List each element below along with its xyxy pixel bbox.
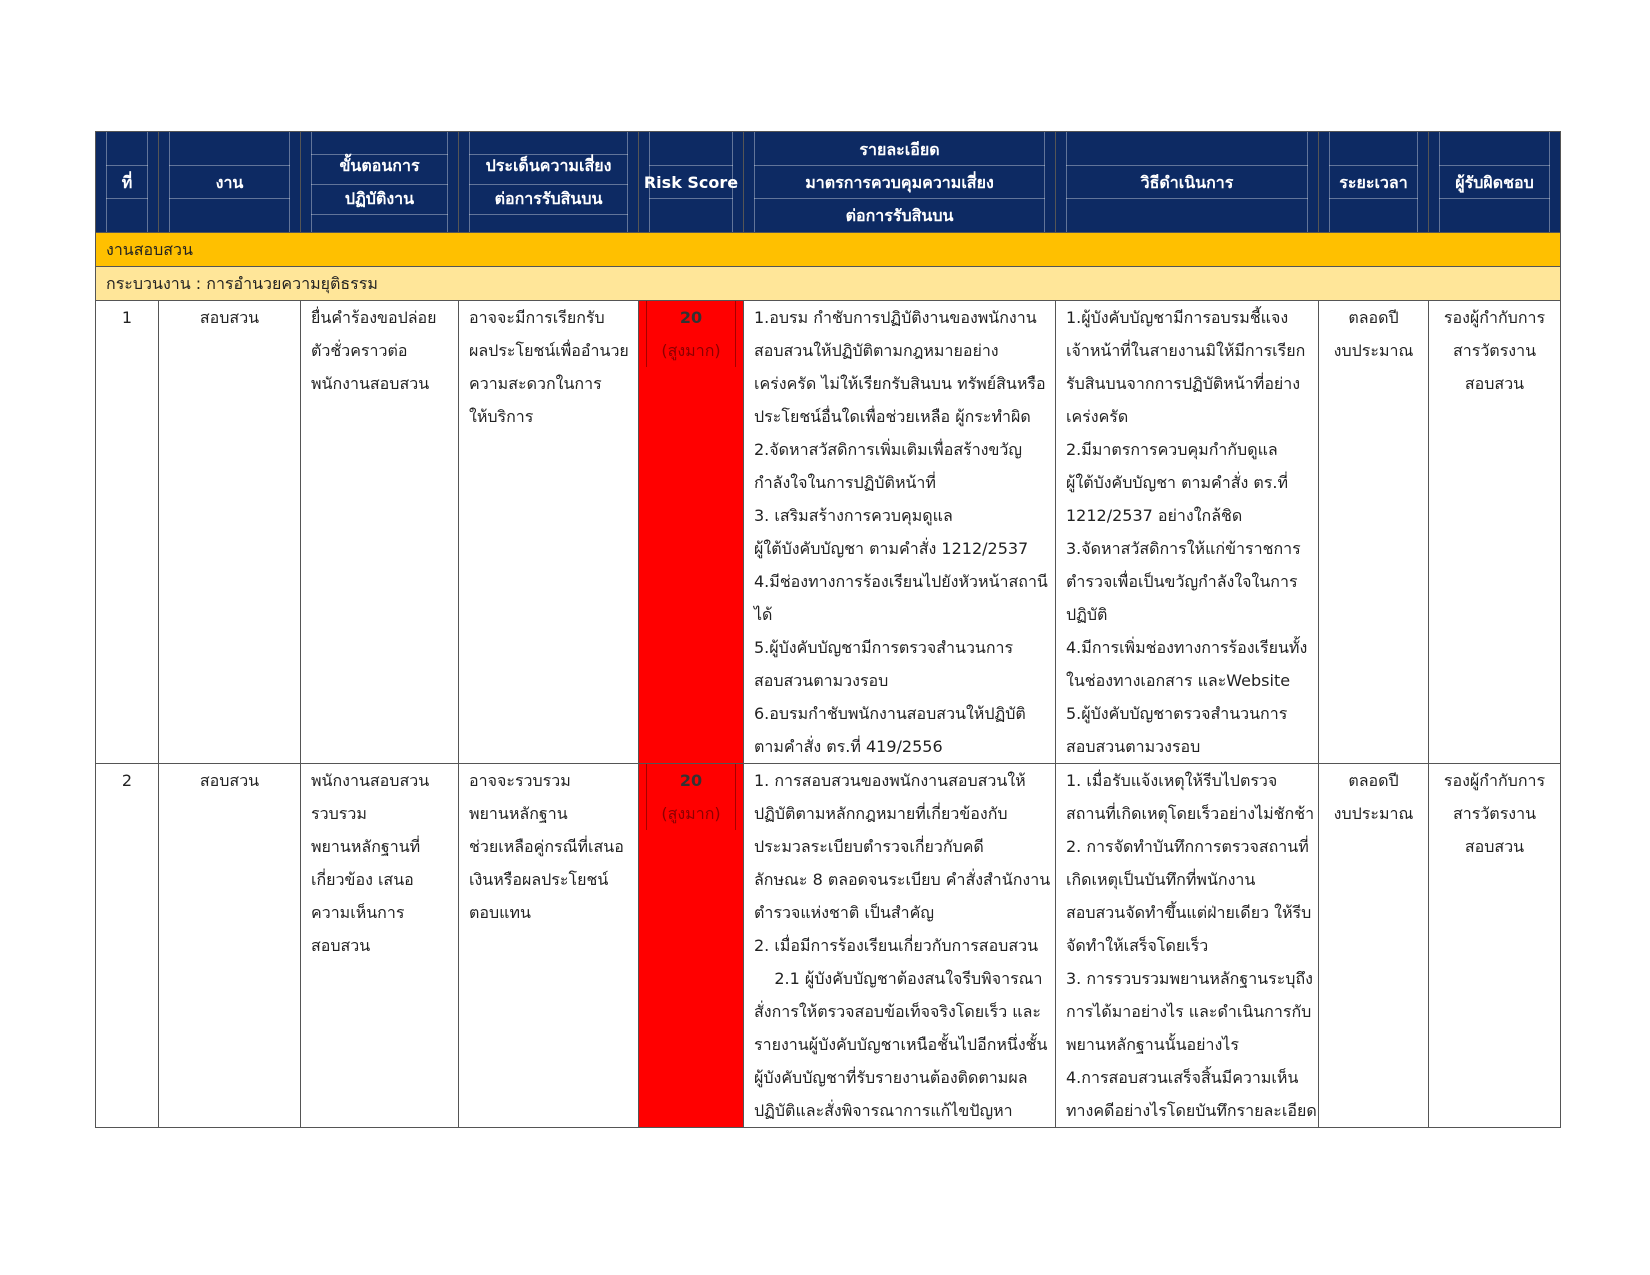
header-detail: รายละเอียด มาตรการควบคุมความเสี่ยง ต่อการรับสินบน [744,132,1056,233]
header-score: Risk Score [639,132,744,233]
row-risk: อาจจะรวบรวม พยานหลักฐาน ช่วยเหลือคู่กรณีที่เสนอ เงินหรือผลประโยชน์ ตอบแทน [459,764,639,1128]
section-title: งานสอบสวน [96,233,1561,267]
row-risk: อาจจะมีการเรียกรับ ผลประโยชน์เพื่ออำนวย ความสะดวกในการ ให้บริการ [459,301,639,764]
header-task: งาน [159,132,301,233]
row-measures: 1.อบรม กำชับการปฏิบัติงานของพนักงาน สอบสวนให้ปฏิบัติตามกฎหมายอย่าง เคร่งครัด ไม่ให้เรียกรับสินบน ทรัพย์สินหรือ ประโยชน์อื่นใดเพื่อช่วยเหลือ ผู้กระทำผิด 2.จัดหาสวัสดิการเพิ่มเติมเพื่อสร้างขวัญ กำลังใจในการปฏิบัติหน้าที่ 3. เสริมสร้างการควบคุมดูแล ผู้ใต้บังคับบัญชา ตามคำสั่ง 1212/2537 4.มีช่องทางการร้องเรียนไปยังหัวหน้าสถานี ได้ 5.ผู้บังคับบัญชามีการตรวจสำนวนการ สอบสวนตามวงรอบ 6.อบรมกำชับพนักงานสอบสวนให้ปฏิบัติ ตามคำสั่ง ตร.ที่ 419/2556 [744,301,1056,764]
header-period: ระยะเวลา [1319,132,1429,233]
row-period: ตลอดปี งบประมาณ [1319,764,1429,1128]
header-step: ขั้นตอนการ ปฏิบัติงาน [301,132,459,233]
risk-score-label: (สูงมาก) [661,341,721,360]
header-owner: ผู้รับผิดชอบ [1429,132,1561,233]
risk-score-value: 20 [679,308,703,327]
section-row [96,233,1561,267]
row-step: ยื่นคำร้องขอปล่อย ตัวชั่วคราวต่อ พนักงานสอบสวน [301,301,459,764]
risk-table [95,131,1561,1128]
row-measures: 1. การสอบสวนของพนักงานสอบสวนให้ ปฏิบัติตามหลักกฎหมายที่เกี่ยวข้องกับ ประมวลระเบียบตำรวจเกี่ยวกับคดี ลักษณะ 8 ตลอดจนระเบียบ คำสั่งสำนักงาน ตำรวจแห่งชาติ เป็นสำคัญ 2. เมื่อมีการร้องเรียนเกี่ยวกับการสอบสวน 2.1 ผู้บังคับบัญชาต้องสนใจรีบพิจารณา สั่งการให้ตรวจสอบข้อเท็จจริงโดยเร็ว และ รายงานผู้บังคับบัญชาเหนือชั้นไปอีกหนึ่งชั้น ผู้บังคับบัญชาที่รับรายงานต้องติดตามผล ปฏิบัติและสั่งพิจารณาการแก้ไขปัญหา [744,764,1056,1128]
row-owner: รองผู้กำกับการ สารวัตรงาน สอบสวน [1429,301,1561,764]
row-no: 2 [96,764,159,1128]
row-owner: รองผู้กำกับการ สารวัตรงาน สอบสวน [1429,764,1561,1128]
row-methods: 1.ผู้บังคับบัญชามีการอบรมชี้แจง เจ้าหน้าที่ในสายงานมิให้มีการเรียก รับสินบนจากการปฏิบัติหน้าที่อย่าง เคร่งครัด 2.มีมาตรการควบคุมกำกับดูแล ผู้ใต้บังคับบัญชา ตามคำสั่ง ตร.ที่ 1212/2537 อย่างใกล้ชิด 3.จัดหาสวัสดิการให้แก่ข้าราชการ ตำรวจเพื่อเป็นขวัญกำลังใจในการ ปฏิบัติ 4.มีการเพิ่มช่องทางการร้องเรียนทั้ง ในช่องทางเอกสาร และWebsite 5.ผู้บังคับบัญชาตรวจสำนวนการ สอบสวนตามวงรอบ [1056,301,1319,764]
header-row [96,132,1561,233]
table-row [96,301,1561,764]
header-risk: ประเด็นความเสี่ยง ต่อการรับสินบน [459,132,639,233]
risk-score-label: (สูงมาก) [661,804,721,823]
row-task: สอบสวน [159,301,301,764]
header-method: วิธีดำเนินการ [1056,132,1319,233]
table-row [96,764,1561,1128]
risk-score-cell [639,301,744,764]
risk-score-cell [639,764,744,1128]
row-no: 1 [96,301,159,764]
row-methods: 1. เมื่อรับแจ้งเหตุให้รีบไปตรวจ สถานที่เกิดเหตุโดยเร็วอย่างไม่ชักช้า 2. การจัดทำบันทึกการตรวจสถานที่ เกิดเหตุเป็นบันทึกที่พนักงาน สอบสวนจัดทำขึ้นแต่ฝ่ายเดียว ให้รีบ จัดทำให้เสร็จโดยเร็ว 3. การรวบรวมพยานหลักฐานระบุถึง การได้มาอย่างไร และดำเนินการกับ พยานหลักฐานนั้นอย่างไร 4.การสอบสวนเสร็จสิ้นมีความเห็น ทางคดีอย่างไรโดยบันทึกรายละเอียด [1056,764,1319,1128]
process-row [96,267,1561,301]
risk-score-value: 20 [679,771,703,790]
row-task: สอบสวน [159,764,301,1128]
row-step: พนักงานสอบสวน รวบรวม พยานหลักฐานที่ เกี่ยวข้อง เสนอ ความเห็นการ สอบสวน [301,764,459,1128]
header-no: ที่ [96,132,159,233]
process-title: กระบวนงาน : การอำนวยความยุติธรรม [96,267,1561,301]
row-period: ตลอดปี งบประมาณ [1319,301,1429,764]
